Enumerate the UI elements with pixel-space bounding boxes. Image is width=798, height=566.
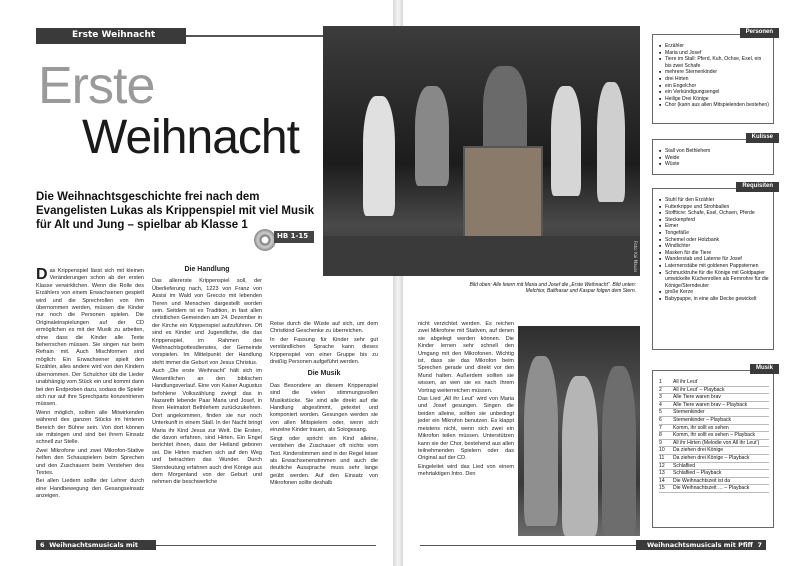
track-item: 1 All ihr Leut‘ — [659, 379, 769, 387]
figure-king — [602, 366, 636, 536]
figure-king — [524, 356, 558, 526]
list-item: ■ Steckenpferd — [659, 217, 769, 224]
musik-box — [652, 365, 774, 528]
track-item: 4 Alle Tiere waren brav – Playback — [659, 402, 769, 410]
paragraph: In der Fassung für Kinder sehr gut verständlichen Sprache kann dieses Krippenspiel von einer Gruppe bis zu dreißig Personen aufgeführt werden. — [270, 336, 378, 366]
list-item: ■ Wüste — [659, 161, 769, 168]
paragraph: Reise durch die Wüste auf sich, um dem Christkind Geschenke zu überreichen. — [270, 321, 378, 335]
list-item: ■ Masken für die Tiere — [659, 250, 769, 257]
section-heading-musik: Die Musik — [307, 370, 341, 378]
paragraph: Das Besondere an diesem Krippenspiel sind die vielen stimmungsvollen Musikstücke. Sie sind alle direkt auf die Handlung abgestimmt, getextet und komponiert worden. Gesungen werden sie von allen Mitspielern oder, wenn sich einzelne Kinder trauen, als Sologesang. — [270, 382, 378, 434]
figure-king — [562, 376, 598, 536]
paragraph: Zwei Mikrofone und zwei Mikrofon-Stative helfen den Schauspielern beim Sprechen und den Zuschauern beim Verstehen des Textes. — [36, 447, 144, 476]
text-column-1 — [36, 268, 144, 502]
list-item: ■ Futterkrippe und Strohballen — [659, 204, 769, 211]
intro-paragraph: Das Krippenspiel lässt sich mit kleinen Veränderungen schon ab der ersten Klasse verwirklichen. Wenn die Rolle des Erzählers von einem Erwachsenen gespielt wird und die Sprechrollen von ihm übernommen werden, müssen die Kinder nur noch die Personen spielen. Die Originaleinspielungen auf der CD ermöglichen es mit der Musik zu arbeiten, ohne dass die Kinder alle Texte beherrschen müssen. Sie singen nur beim Refrain mit. Auch Mischformen sind möglich: Ein Erwachsener spielt den Erzähler, alles andere wird von den Kindern übernommen. Der Schulchor übt die Lieder unabhängig vom Stück ein und kommt dann bei den Endproben dazu, sodass die Spieler sich nur auf ihre Sprechparts konzentrieren müssen. — [36, 266, 144, 408]
cd-icon — [254, 229, 276, 251]
list-item: ■ ein Verkündigungsengel — [659, 89, 769, 96]
track-item: 13 Schlaflied – Playback — [659, 470, 769, 478]
text-column-4 — [418, 321, 514, 480]
figure-child — [363, 96, 395, 216]
footer-rule — [420, 545, 636, 546]
list-item: ■ drei Hirten — [659, 76, 769, 83]
requisiten-box — [652, 183, 774, 350]
list-item: ■ Heilige Drei Könige — [659, 96, 769, 103]
list-item: ■ Wanderstab und Laterne für Josef — [659, 256, 769, 263]
three-kings-photo — [518, 326, 640, 536]
track-item: 5 Sternenkinder — [659, 409, 769, 417]
list-item: ■ Stoffticre: Schafe, Esel, Ochsen, Pferde — [659, 210, 769, 217]
kulisse-header: Kulisse — [746, 133, 779, 143]
list-item: ■ Maria und Josef — [659, 50, 769, 57]
list-item: ■ ein Engelchor — [659, 83, 769, 90]
track-item: 2 All ihr Leut‘ – Playback — [659, 387, 769, 395]
cd-track-badge: HB 1-15 — [274, 231, 314, 243]
track-item: 10 Da ziehen drei Könige — [659, 447, 769, 455]
list-item: ■ Laternenstäbe mit goldenen Pappsternen — [659, 263, 769, 270]
paragraph: Bei allen Liedern sollte der Lehrer durch eine Handbewegung den Gesangseinsatz anzeigen. — [36, 478, 144, 500]
footer-left: 6 Weihnachtsmusicals mit Pfiff — [36, 540, 156, 550]
track-item: 12 Schlaflied — [659, 463, 769, 471]
footer-right: Weihnachtsmusicals mit Pfiff 7 — [636, 540, 766, 550]
text-column-2 — [152, 262, 262, 488]
track-item: 6 Sternenkinder – Playback — [659, 417, 769, 425]
track-item: 15 Die Weihnachtszeit … – Playback — [659, 485, 769, 493]
paragraph: Eingeleitet wird das Lied von einem mehrtaktigen Intro. Den — [418, 463, 514, 478]
list-item: ■ Erzähler — [659, 43, 769, 50]
title-line-2: Weihnacht — [82, 111, 299, 164]
list-item: ■ Babypuppe, in eine alte Decke gewickelt — [659, 296, 769, 303]
track-item: 3 Alle Tiere waren brav — [659, 394, 769, 402]
track-item: 9 All ihr Hirten (Melodie von All ihr Leut‘) — [659, 440, 769, 448]
musik-tracklist — [653, 371, 773, 497]
photo-caption: Bild oben: Alle feiern mit Maria und Josef die „Erste Weihnacht“. Bild unten: Melchior, Balthasar und Kaspar folgen dem Stern. — [469, 282, 636, 295]
list-item: ■ Schmucktruhe für die Könige mit Goldpapier umwickelte Küchenrollen als Fernrohre für die Könige/Sterndeuter — [659, 270, 769, 290]
list-item: ■ Stuhl für den Erzähler — [659, 197, 769, 204]
track-item: 7 Komm, ihr sollt es sehen — [659, 425, 769, 433]
list-item: ■ mehrere Sternenkinder — [659, 69, 769, 76]
personen-box — [652, 29, 774, 124]
paragraph: Wenn möglich, sollten alle Mitwirkenden während des ganzen Stücks im hinteren Bereich der Bühne sein. Von dort können sie mitsingen und sind bei ihrem Einsatz schnell zur Stelle. — [36, 409, 144, 446]
requisiten-header: Requisiten — [736, 182, 779, 192]
paragraph: Singt oder spricht ein Kind alleine, verstehen die Zuschauer oft nichts vom Text. Kinderstimmen sind in der Regel leiser als Erwachsenenstimmen und auch die deutliche Aussprache muss sehr lange geübt werden. Auf den Einsatz von Mikrofonen sollte deshalb — [270, 435, 378, 487]
list-item: ■ Windlichter — [659, 243, 769, 250]
list-item: ■ große Kerze — [659, 289, 769, 296]
kulisse-box — [652, 134, 774, 175]
track-item: 14 Die Weihnachtszeit ist da — [659, 478, 769, 486]
musik-header: Musik — [750, 364, 779, 374]
list-item: ■ Weide — [659, 155, 769, 162]
footer-rule — [156, 545, 376, 546]
list-item: ■ Tiere im Stall: Pferd, Kuh, Ochse, Esel, ein bis zwei Schafe — [659, 56, 769, 69]
dropcap: D — [36, 266, 48, 283]
list-item: ■ Chor (kann aus allen Mitspielenden bestehen) — [659, 102, 769, 109]
list-item: ■ Stall von Bethlehem — [659, 148, 769, 155]
title-line-1: Erste — [38, 57, 155, 115]
list-item: ■ Schemel oder Holzbank — [659, 237, 769, 244]
list-item: ■ Eimer — [659, 223, 769, 230]
list-item: ■ Tongefäße — [659, 230, 769, 237]
text-column-3 — [270, 321, 378, 489]
photo-credit: Foto: Kai Mauss — [633, 240, 638, 272]
personen-list — [653, 35, 773, 113]
paragraph: nicht verzichtet werden. Es reichen zwei Mikrofone mit Stativen, auf denen sie abgelegt werden können. Die Kinder lernen sehr schnell den Umgang mit den Mikrofonen. Wichtig ist, dass sie das Mikrofon beim Sprechen gerade und direkt vor den Mund halten. Außerdem sollten sie wissen, an wen sie es nach ihrem Vortrag weiterreichen müssen. — [418, 321, 514, 394]
subheadline: Die Weihnachtsgeschichte frei nach dem Evangelisten Lukas als Krippenspiel mit viel Musik für Alt und Jung – spielbar ab Klasse 1 — [36, 191, 315, 231]
personen-header: Personen — [740, 28, 779, 38]
track-item: 11 Da ziehen drei Könige – Playback — [659, 455, 769, 463]
paragraph: Das Lied „All ihr Leut“ wird von Maria und Josef gesungen. Singen die beiden alleine, sollten sie unbedingt jeder ein Mikrofon benutzen. Es klappt meistens nicht, wenn sich zwei ein Mikrofon teilen müssen. Unterstützen kann sie der Chor, bestehend aus allen teilnehmenden Spielern oder das Original auf der CD. — [418, 396, 514, 462]
paragraph: Auch „Die erste Weihnacht“ hält sich im Wesentlichen an den biblischen Handlungsverlauf. Eine von Kaiser Augustus befohlene Volkszählung zwingt das in Nazareth lebende Paar Maria und Josef, in ihren Heimatort Bethlehem zurückzukehren. Dort angekommen, finden sie nur noch Unterkunft in einem Stall. In der Nacht bringt Maria ihr Kind Jesus zur Welt. Die Ersten, die davon erfahren, sind Hirten. Ein Engel berichtet ihnen, dass der Heiland geboren sei. Die Hirten machen sich auf den Weg und betrachten das Wunder. Durch Sterndeutung erfahren auch drei Könige aus dem Morgenland von der Geburt und nehmen die beschwerliche — [152, 368, 262, 486]
kulisse-list — [653, 140, 773, 172]
track-item: 8 Komm, ihr sollt es sehen – Playback — [659, 432, 769, 440]
paragraph: Das allererste Krippenspiel soll, der Überlieferung nach, 1223 von Franz von Assisi im Wald von Greccio mit lebenden Tieren und Menschen dargestellt worden sein. Seitdem ist es Tradition, in fast allen christlichen Gemeinden am 24. Dezember in der Kirche ein Krippenspiel aufzuführen. Oft sind es Kinder und Jugendliche, die das Krippenspiel, im Rahmen des Weihnachtsgottesdienstes, der Gemeinde vorspielen. Im Mittelpunkt der Handlung steht immer die Geburt von Jesus Christus. — [152, 278, 262, 366]
requisiten-list — [653, 189, 773, 307]
section-heading-handlung: Die Handlung — [184, 266, 230, 273]
section-header: Erste Weihnacht — [36, 28, 186, 44]
